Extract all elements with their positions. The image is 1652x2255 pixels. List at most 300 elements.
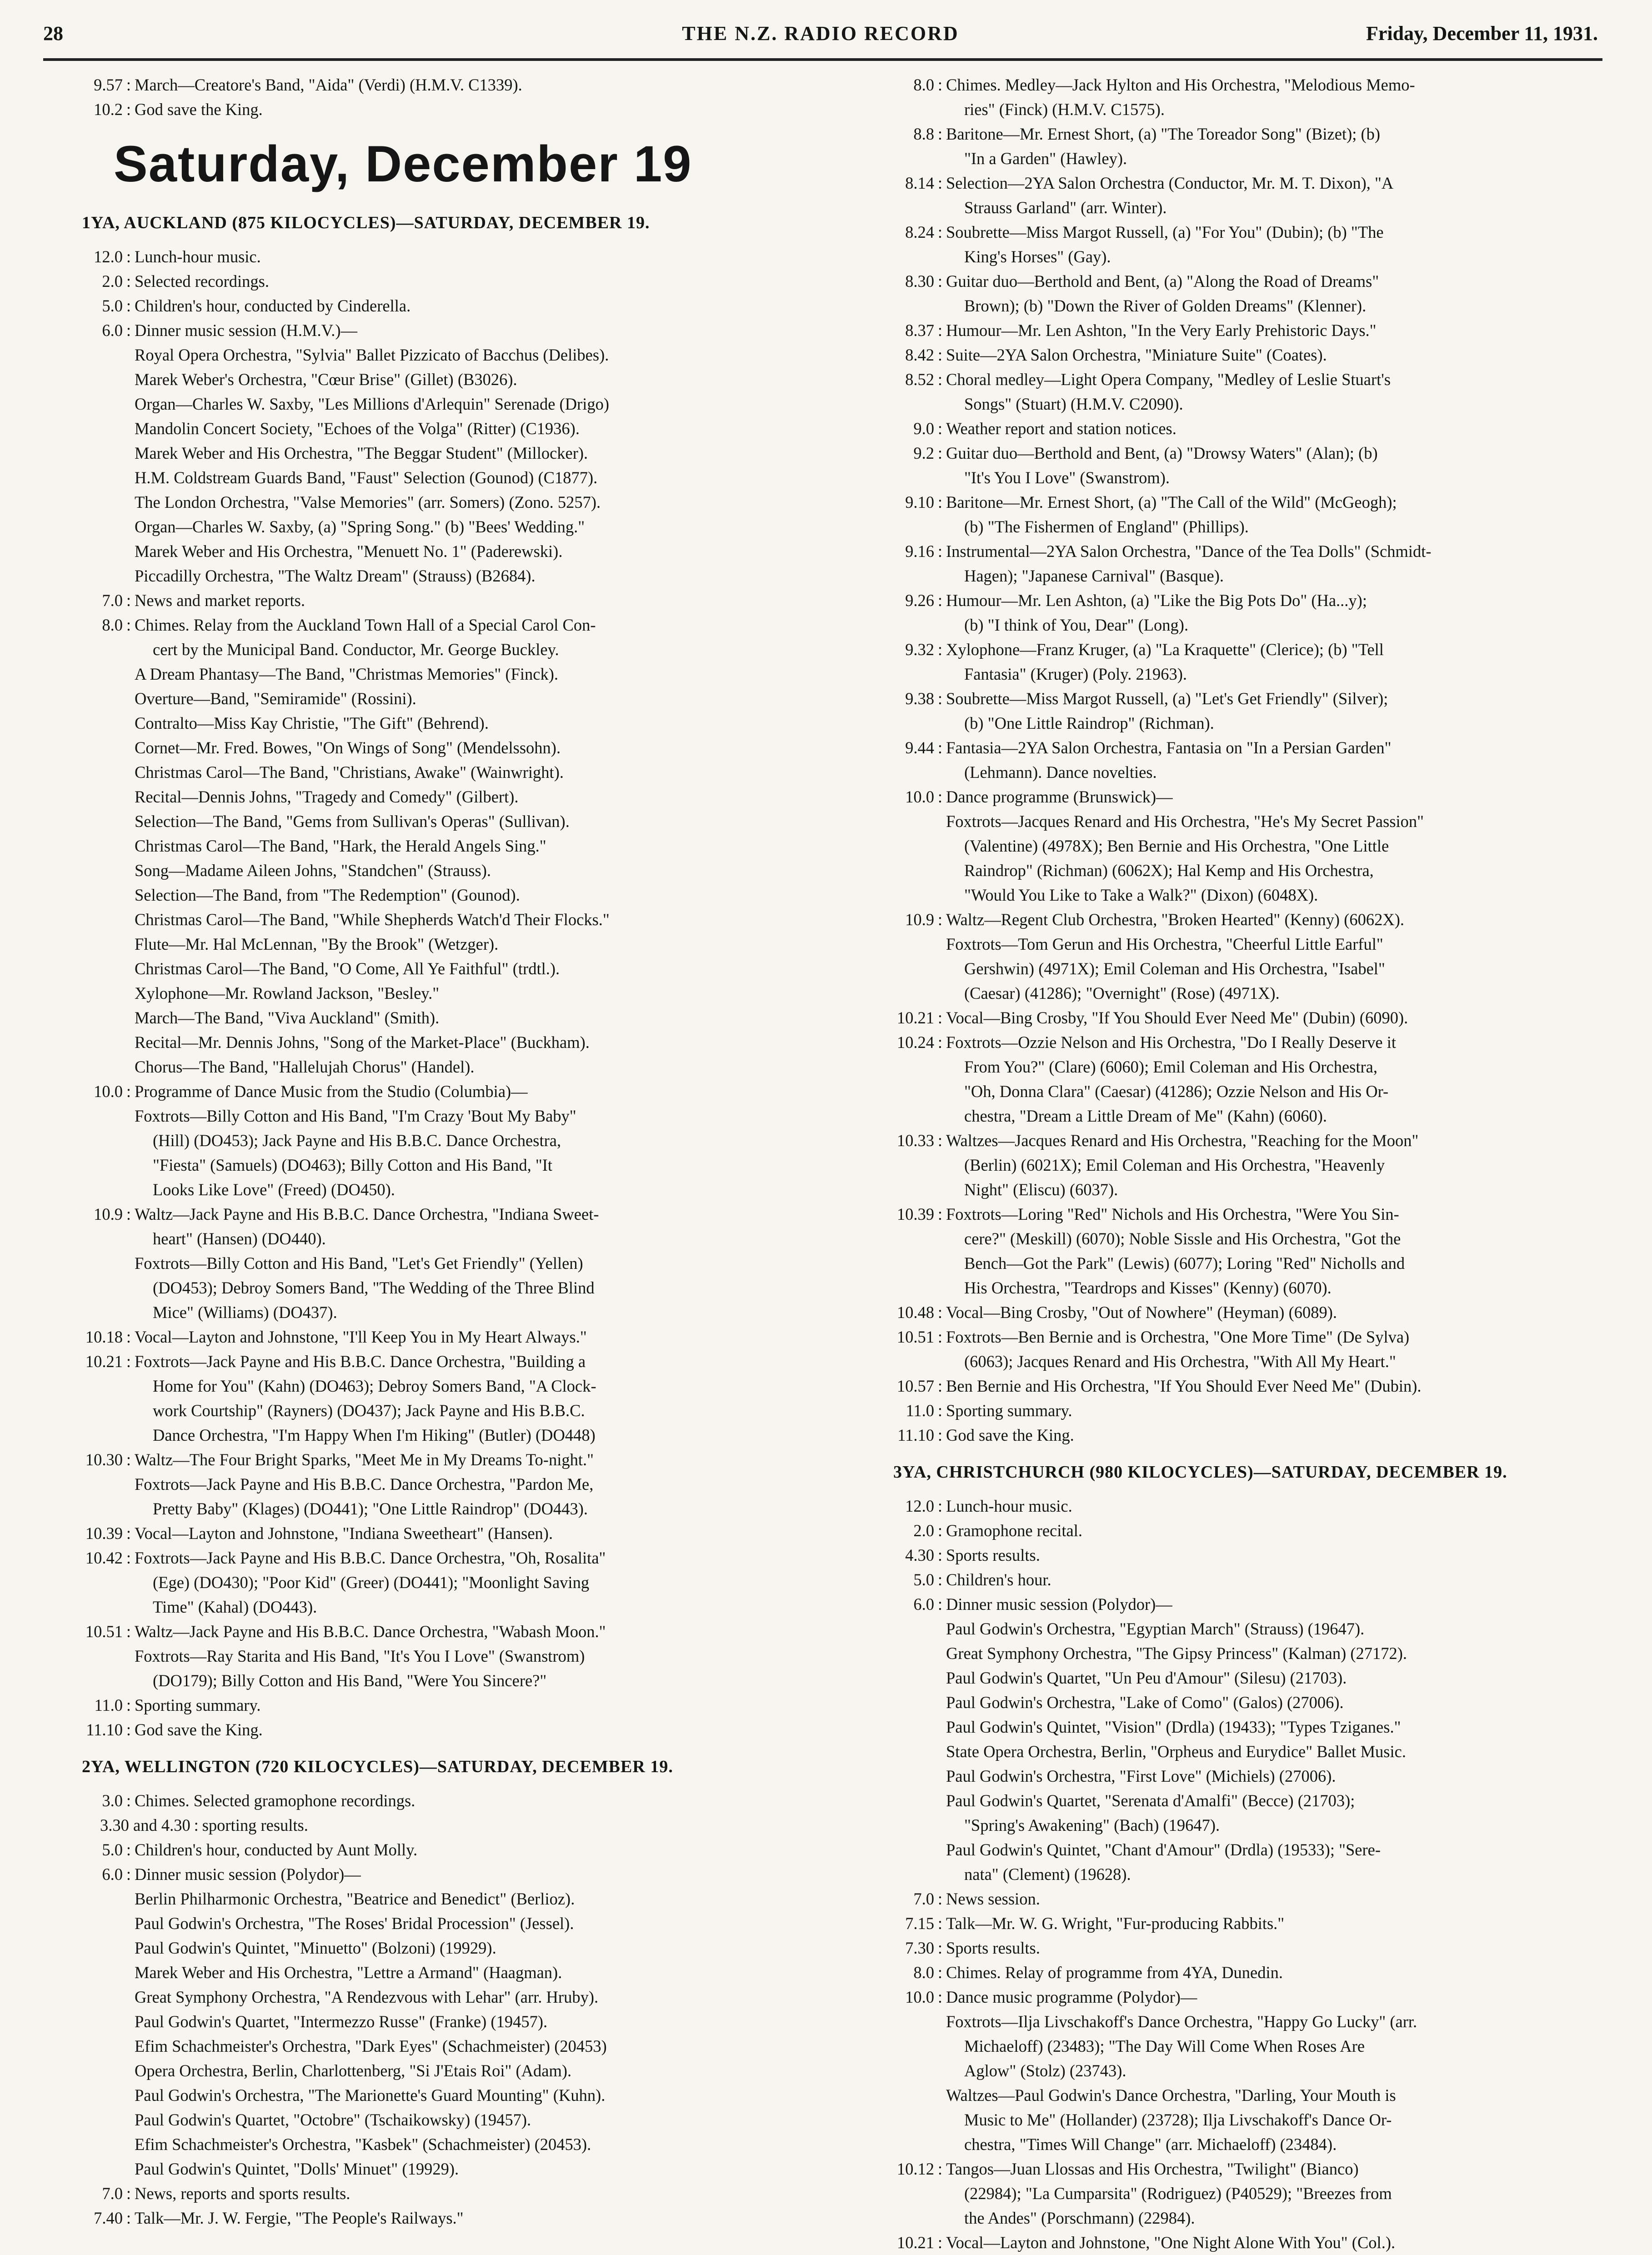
listing-colon xyxy=(123,2034,135,2059)
listing-line xyxy=(55,1570,827,1595)
listing-line xyxy=(866,2181,1621,2206)
listing-text: (Caesar) (41286); "Overnight" (Rose) (4971X). xyxy=(964,984,1280,1002)
listing-time xyxy=(866,711,934,736)
listing-text: Weather report and station notices. xyxy=(946,419,1176,438)
listing-line xyxy=(866,1739,1621,1764)
listing-time xyxy=(55,1251,123,1276)
listing-line xyxy=(55,883,827,907)
listing-line xyxy=(866,1374,1621,1398)
listing-colon: : xyxy=(937,1988,943,2006)
listing-colon: : xyxy=(126,272,131,291)
listing-text: Mice" (Williams) (DO437). xyxy=(153,1303,337,1322)
listing-colon xyxy=(934,957,946,981)
listing-line xyxy=(866,73,1621,97)
listing-time: 10.39 xyxy=(896,1205,934,1223)
listing-line xyxy=(866,1592,1621,1617)
listing-time: 12.0 xyxy=(94,247,123,266)
listing-colon: : xyxy=(937,1401,943,1420)
listing-time xyxy=(866,1666,934,1690)
listing-colon xyxy=(123,957,135,981)
listing-text: Marek Weber and His Orchestra, "Menuett No. 1" (Paderewski). xyxy=(135,542,563,561)
listing-line xyxy=(866,687,1621,711)
listing-time xyxy=(55,637,123,662)
listing-time xyxy=(866,97,934,122)
listing-time: 10.30 xyxy=(85,1450,123,1469)
listing-line xyxy=(866,834,1621,858)
listing-text: (DO179); Billy Cotton and His Band, "Were You Sincere?" xyxy=(153,1671,547,1690)
listing-text: Waltz—Regent Club Orchestra, "Broken Hearted" (Kenny) (6062X). xyxy=(946,910,1404,929)
listing-text: nata" (Clement) (19628). xyxy=(964,1865,1131,1884)
listing-text: Time" (Kahal) (DO443). xyxy=(153,1598,317,1616)
listing-time xyxy=(55,907,123,932)
listing-colon xyxy=(934,1862,946,1887)
listing-text: the Andes" (Porschmann) (22984). xyxy=(964,2209,1195,2227)
listing-text: Berlin Philharmonic Orchestra, "Beatrice and Benedict" (Berlioz). xyxy=(135,1889,575,1908)
listing-line xyxy=(55,1104,827,1128)
listing-line xyxy=(55,1521,827,1546)
listing-time xyxy=(55,2157,123,2181)
listing-text: Dinner music session (H.M.V.)— xyxy=(135,321,358,340)
listing-text: Aglow" (Stolz) (23743). xyxy=(964,2061,1126,2080)
listing-line xyxy=(55,2181,827,2206)
listing-line xyxy=(55,2132,827,2157)
listing-line xyxy=(55,318,827,343)
listing-colon xyxy=(934,515,946,539)
listing-time: 7.30 xyxy=(905,1939,934,1957)
listing-line xyxy=(55,1300,827,1325)
listing-colon: : xyxy=(194,1816,199,1834)
listing-colon xyxy=(123,1887,135,1911)
listing-colon: : xyxy=(937,346,943,364)
listing-colon xyxy=(123,687,135,711)
listing-text: Raindrop" (Richman) (6062X); Hal Kemp and His Orchestra, xyxy=(964,861,1374,880)
listing-colon xyxy=(934,97,946,122)
listing-colon xyxy=(934,2059,946,2083)
listing-text: Selection—2YA Salon Orchestra (Conductor, Mr. M. T. Dixon), "A xyxy=(946,174,1394,192)
listing-colon: : xyxy=(937,1497,943,1515)
listing-text: Night" (Eliscu) (6037). xyxy=(964,1180,1118,1199)
listing-time xyxy=(55,2034,123,2059)
listing-time xyxy=(866,1349,934,1374)
listing-text: Paul Godwin's Quintet, "Chant d'Amour" (Drdla) (19533); "Sere- xyxy=(946,1840,1381,1859)
listing-text: Lunch-hour music. xyxy=(946,1497,1072,1515)
listing-line xyxy=(55,785,827,809)
listing-line xyxy=(866,1325,1621,1349)
listing-line xyxy=(55,1398,827,1423)
listing-colon: : xyxy=(937,787,943,806)
listing-time xyxy=(866,760,934,785)
listings-2ya xyxy=(55,1789,827,2230)
listing-text: Christmas Carol—The Band, "Hark, the Herald Angels Sing." xyxy=(135,837,546,855)
listing-time xyxy=(55,2083,123,2108)
listing-line xyxy=(866,1690,1621,1715)
listing-line xyxy=(55,2108,827,2132)
listing-line xyxy=(55,1325,827,1349)
listing-colon xyxy=(123,662,135,687)
listing-line xyxy=(866,146,1621,171)
listing-time: 11.0 xyxy=(94,1696,123,1714)
listing-line xyxy=(866,2009,1621,2034)
listing-text: Chimes. Relay of programme from 4YA, Dunedin. xyxy=(946,1963,1283,1982)
listing-colon: : xyxy=(126,591,131,610)
listing-colon: : xyxy=(126,100,131,119)
listing-time xyxy=(55,490,123,515)
listing-line xyxy=(866,2034,1621,2059)
listing-text: Song—Madame Aileen Johns, "Standchen" (Strauss). xyxy=(135,861,491,880)
listing-colon xyxy=(123,343,135,367)
listing-colon xyxy=(123,2059,135,2083)
listing-line xyxy=(866,515,1621,539)
listing-time: 6.0 xyxy=(102,1865,123,1884)
listing-colon xyxy=(123,1227,135,1251)
listing-time: 10.42 xyxy=(85,1548,123,1567)
listing-time: 7.0 xyxy=(102,2184,123,2203)
listing-time: 6.0 xyxy=(102,321,123,340)
listing-line xyxy=(866,957,1621,981)
listing-text: Foxtrots—Ben Bernie and is Orchestra, "One More Time" (De Sylva) xyxy=(946,1328,1410,1346)
listing-time xyxy=(55,981,123,1006)
listing-text: Vocal—Layton and Johnstone, "One Night Alone With You" (Col.). xyxy=(946,2233,1396,2252)
listing-line xyxy=(55,1546,827,1570)
listing-colon: : xyxy=(937,1131,943,1150)
listing-colon xyxy=(934,564,946,588)
listing-line xyxy=(866,1568,1621,1592)
listing-colon xyxy=(934,2206,946,2230)
listing-time: 10.0 xyxy=(905,1988,934,2006)
listing-text: Selection—The Band, "Gems from Sullivan's Operas" (Sullivan). xyxy=(135,812,570,831)
listing-line xyxy=(55,1079,827,1104)
listing-text: Chorus—The Band, "Hallelujah Chorus" (Handel). xyxy=(135,1057,475,1076)
listing-colon xyxy=(934,834,946,858)
listing-line xyxy=(55,760,827,785)
listing-colon: : xyxy=(937,1205,943,1223)
listing-text: Talk—Mr. J. W. Fergie, "The People's Railways." xyxy=(135,2209,464,2227)
listing-line xyxy=(866,2230,1621,2255)
listing-colon xyxy=(123,1644,135,1669)
listing-time xyxy=(55,785,123,809)
listing-line xyxy=(55,957,827,981)
listing-time xyxy=(866,2132,934,2157)
listing-colon xyxy=(934,1764,946,1789)
listing-time: 9.38 xyxy=(905,689,934,708)
listing-colon: : xyxy=(937,1546,943,1564)
listing-line xyxy=(55,515,827,539)
listing-text: Brown); (b) "Down the River of Golden Dreams" (Klenner). xyxy=(964,296,1367,315)
listing-colon xyxy=(934,711,946,736)
listing-line xyxy=(866,171,1621,195)
listing-line xyxy=(55,1960,827,1985)
listing-text: Recital—Mr. Dennis Johns, "Song of the Market-Place" (Buckham). xyxy=(135,1033,590,1052)
listing-line xyxy=(55,1644,827,1669)
listing-line xyxy=(866,883,1621,907)
listing-colon: : xyxy=(126,1548,131,1567)
listing-time: 11.10 xyxy=(86,1720,123,1739)
listing-colon: : xyxy=(937,419,943,438)
listing-colon xyxy=(123,367,135,392)
listing-colon xyxy=(934,146,946,171)
listing-colon xyxy=(934,1789,946,1813)
listing-text: Paul Godwin's Quartet, "Intermezzo Russe" (Franke) (19457). xyxy=(135,2012,548,2031)
listing-time: 10.0 xyxy=(905,787,934,806)
listing-colon xyxy=(123,416,135,441)
listing-line xyxy=(866,1960,1621,1985)
listing-text: (Ege) (DO430); "Poor Kid" (Greer) (DO441); "Moonlight Saving xyxy=(153,1573,590,1592)
listing-time xyxy=(866,1227,934,1251)
listing-time: 10.51 xyxy=(896,1328,934,1346)
listing-text: Waltzes—Jacques Renard and His Orchestra, "Reaching for the Moon" xyxy=(946,1131,1419,1150)
listing-line xyxy=(55,1202,827,1227)
listing-time xyxy=(866,146,934,171)
listing-line xyxy=(866,1543,1621,1568)
right-column xyxy=(866,73,1621,2255)
listing-time xyxy=(55,662,123,687)
listing-text: "Spring's Awakening" (Bach) (19647). xyxy=(964,1816,1220,1834)
listing-time: 10.48 xyxy=(896,1303,934,1322)
listing-text: Paul Godwin's Quartet, "Un Peu d'Amour" (Silesu) (21703). xyxy=(946,1669,1347,1687)
listing-colon: : xyxy=(126,1720,131,1739)
listing-time xyxy=(55,441,123,466)
listing-line xyxy=(55,1178,827,1202)
listing-colon: : xyxy=(937,542,943,561)
listing-time xyxy=(866,294,934,318)
listing-colon: : xyxy=(126,296,131,315)
listing-text: Dinner music session (Polydor)— xyxy=(946,1595,1172,1614)
listing-text: Selection—The Band, from "The Redemption" (Gounod). xyxy=(135,886,520,904)
listing-colon xyxy=(123,1398,135,1423)
listing-text: Instrumental—2YA Salon Orchestra, "Dance of the Tea Dolls" (Schmidt- xyxy=(946,542,1432,561)
listing-time xyxy=(55,2009,123,2034)
listing-time xyxy=(866,1690,934,1715)
listing-line xyxy=(866,1838,1621,1862)
listing-time: 10.33 xyxy=(896,1131,934,1150)
listing-text: Vocal—Bing Crosby, "If You Should Ever Need Me" (Dubin) (6090). xyxy=(946,1008,1408,1027)
listing-time xyxy=(55,367,123,392)
listing-time xyxy=(55,2132,123,2157)
listing-text: News session. xyxy=(946,1889,1040,1908)
listing-line xyxy=(55,1472,827,1497)
listing-text: Sporting summary. xyxy=(135,1696,261,1714)
listing-text: (DO453); Debroy Somers Band, "The Wedding of the Three Blind xyxy=(153,1278,595,1297)
listing-colon xyxy=(123,2132,135,2157)
listing-colon xyxy=(123,564,135,588)
listing-text: Paul Godwin's Orchestra, "First Love" (Michiels) (27006). xyxy=(946,1767,1336,1785)
listing-line xyxy=(55,687,827,711)
listing-text: cert by the Municipal Band. Conductor, Mr. George Buckley. xyxy=(153,640,559,659)
listing-line xyxy=(866,416,1621,441)
listing-text: Great Symphony Orchestra, "The Gipsy Princess" (Kalman) (27172). xyxy=(946,1644,1407,1663)
listing-colon xyxy=(123,1423,135,1448)
listing-time: 10.39 xyxy=(85,1524,123,1543)
listing-time xyxy=(866,1153,934,1178)
listing-time: 8.37 xyxy=(905,321,934,340)
listing-colon xyxy=(123,1669,135,1693)
listing-text: Overture—Band, "Semiramide" (Rossini). xyxy=(135,689,416,708)
listing-time: 7.0 xyxy=(102,591,123,610)
listing-line xyxy=(55,2206,827,2230)
listing-line xyxy=(55,981,827,1006)
listing-line xyxy=(55,294,827,318)
listing-colon: : xyxy=(937,444,943,462)
listing-colon: : xyxy=(937,689,943,708)
listing-text: "Oh, Donna Clara" (Caesar) (41286); Ozzie Nelson and His Or- xyxy=(964,1082,1389,1101)
listing-text: A Dream Phantasy—The Band, "Christmas Memories" (Finck). xyxy=(135,665,559,683)
listing-time xyxy=(55,1669,123,1693)
listing-time xyxy=(55,343,123,367)
listing-text: State Opera Orchestra, Berlin, "Orpheus and Eurydice" Ballet Music. xyxy=(946,1742,1406,1761)
listing-line xyxy=(866,2059,1621,2083)
listing-colon xyxy=(934,1055,946,1079)
listing-colon xyxy=(123,711,135,736)
listing-colon: : xyxy=(126,1082,131,1101)
listing-line xyxy=(55,269,827,294)
listing-text: Marek Weber's Orchestra, "Cœur Brise" (Gillet) (B3026). xyxy=(135,370,517,389)
listing-text: heart" (Hansen) (DO440). xyxy=(153,1229,326,1248)
masthead: THE N.Z. RADIO RECORD xyxy=(682,22,959,45)
listing-colon: : xyxy=(937,910,943,929)
listing-time xyxy=(866,1764,934,1789)
listing-text: Programme of Dance Music from the Studio (Columbia)— xyxy=(135,1082,528,1101)
listing-line xyxy=(866,785,1621,809)
listing-time xyxy=(55,687,123,711)
listing-colon: : xyxy=(937,1939,943,1957)
listing-colon xyxy=(934,1153,946,1178)
listing-line xyxy=(866,1887,1621,1911)
listing-text: Foxtrots—Tom Gerun and His Orchestra, "Cheerful Little Earful" xyxy=(946,935,1383,953)
listing-colon xyxy=(123,515,135,539)
listing-text: Efim Schachmeister's Orchestra, "Dark Eyes" (Schachmeister) (20453) xyxy=(135,2037,607,2055)
listing-colon xyxy=(123,1374,135,1398)
listing-line xyxy=(866,1300,1621,1325)
listing-colon: : xyxy=(937,1033,943,1052)
listing-colon xyxy=(934,1641,946,1666)
page-header xyxy=(43,22,1598,54)
listing-text: Gramophone recital. xyxy=(946,1521,1082,1540)
listing-text: Recital—Dennis Johns, "Tragedy and Comedy" (Gilbert). xyxy=(135,787,519,806)
listing-time xyxy=(866,981,934,1006)
listing-colon xyxy=(934,1079,946,1104)
listing-text: Organ—Charles W. Saxby, "Les Millions d'Arlequin" Serenade (Drigo) xyxy=(135,395,610,413)
listing-time xyxy=(866,2206,934,2230)
listing-line xyxy=(866,637,1621,662)
listing-line xyxy=(866,122,1621,146)
listing-time xyxy=(866,2083,934,2108)
day-heading: Saturday, December 19 xyxy=(114,135,692,192)
listing-colon xyxy=(934,195,946,220)
listing-line xyxy=(55,1693,827,1718)
listing-colon xyxy=(934,245,946,269)
listing-line xyxy=(55,416,827,441)
listing-text: "Fiesta" (Samuels) (DO463); Billy Cotton and His Band, "It xyxy=(153,1156,553,1174)
listing-line xyxy=(866,1666,1621,1690)
listing-colon: : xyxy=(126,2209,131,2227)
listing-colon xyxy=(934,2181,946,2206)
listing-line xyxy=(55,1251,827,1276)
listing-line xyxy=(866,662,1621,687)
listing-time: 10.21 xyxy=(896,2233,934,2252)
listing-line xyxy=(866,2083,1621,2108)
listing-text: Michaeloff) (23483); "The Day Will Come When Roses Are xyxy=(964,2037,1365,2055)
listing-time xyxy=(55,1497,123,1521)
listing-time xyxy=(55,1911,123,1936)
listing-colon: : xyxy=(937,493,943,511)
listing-colon xyxy=(934,294,946,318)
listing-time xyxy=(55,1960,123,1985)
listing-colon: : xyxy=(126,1865,131,1884)
listing-line xyxy=(866,809,1621,834)
listing-colon xyxy=(934,1813,946,1838)
listing-colon xyxy=(934,1617,946,1641)
listing-colon xyxy=(123,883,135,907)
listing-text: "Would You Like to Take a Walk?" (Dixon) (6048X). xyxy=(964,886,1318,904)
listing-time xyxy=(866,1079,934,1104)
listing-time xyxy=(866,1813,934,1838)
listing-line xyxy=(55,1838,827,1862)
listing-time: 10.9 xyxy=(94,1205,123,1223)
listing-colon xyxy=(123,809,135,834)
listing-text: Selected recordings. xyxy=(135,272,269,291)
listing-line xyxy=(866,245,1621,269)
listing-text: cere?" (Meskill) (6070); Noble Sissle and His Orchestra, "Got the xyxy=(964,1229,1401,1248)
listing-text: work Courtship" (Rayners) (DO437); Jack Payne and His B.B.C. xyxy=(153,1401,585,1420)
listing-line xyxy=(55,1423,827,1448)
listing-colon: : xyxy=(937,1595,943,1614)
listing-time: 10.9 xyxy=(905,910,934,929)
listing-time xyxy=(866,466,934,490)
listing-line xyxy=(866,1202,1621,1227)
listing-time xyxy=(55,1472,123,1497)
listing-text: Pretty Baby" (Klages) (DO441); "One Little Raindrop" (DO443). xyxy=(153,1499,588,1518)
listing-line xyxy=(55,932,827,957)
listing-time: 8.8 xyxy=(913,125,934,143)
listing-text: Royal Opera Orchestra, "Sylvia" Ballet Pizzicato of Bacchus (Delibes). xyxy=(135,346,609,364)
listing-colon xyxy=(123,2157,135,2181)
listing-time: 5.0 xyxy=(102,296,123,315)
listing-time: 9.2 xyxy=(913,444,934,462)
listing-line xyxy=(866,1985,1621,2009)
listing-time xyxy=(866,2108,934,2132)
listing-time xyxy=(866,809,934,834)
listing-text: Music to Me" (Hollander) (23728); Ilja Livschakoff's Dance Or- xyxy=(964,2110,1392,2129)
listing-colon xyxy=(934,2132,946,2157)
listing-line xyxy=(866,932,1621,957)
listing-text: Organ—Charles W. Saxby, (a) "Spring Song." (b) "Bees' Wedding." xyxy=(135,517,585,536)
listing-line xyxy=(55,1128,827,1153)
listing-text: Christmas Carol—The Band, "While Shepherds Watch'd Their Flocks." xyxy=(135,910,610,929)
listing-text: Foxtrots—Jack Payne and His B.B.C. Dance Orchestra, "Oh, Rosalita" xyxy=(135,1548,606,1567)
listing-time: 3.30 and 4.30 xyxy=(100,1816,190,1834)
listing-time xyxy=(55,1936,123,1960)
listing-line xyxy=(866,1936,1621,1960)
listing-line xyxy=(55,1374,827,1398)
listing-text: News, reports and sports results. xyxy=(135,2184,350,2203)
listing-time: 2.0 xyxy=(913,1521,934,1540)
listing-time: 4.30 xyxy=(905,1546,934,1564)
listing-time: 8.14 xyxy=(905,174,934,192)
listing-time xyxy=(866,515,934,539)
listing-text: Dinner music session (Polydor)— xyxy=(135,1865,361,1884)
listing-time: 10.2 xyxy=(94,100,123,119)
listing-line xyxy=(55,834,827,858)
listing-text: Baritone—Mr. Ernest Short, (a) "The Call of the Wild" (McGeogh); xyxy=(946,493,1397,511)
listing-line xyxy=(55,245,827,269)
listing-line xyxy=(55,1789,827,1813)
listing-text: (22984); "La Cumparsita" (Rodriguez) (P40529); "Breezes from xyxy=(964,2184,1392,2203)
listing-line xyxy=(866,1178,1621,1202)
listing-text: chestra, "Dream a Little Dream of Me" (Kahn) (6060). xyxy=(964,1107,1327,1125)
listing-colon xyxy=(934,883,946,907)
listing-line xyxy=(55,490,827,515)
listing-time: 9.0 xyxy=(913,419,934,438)
